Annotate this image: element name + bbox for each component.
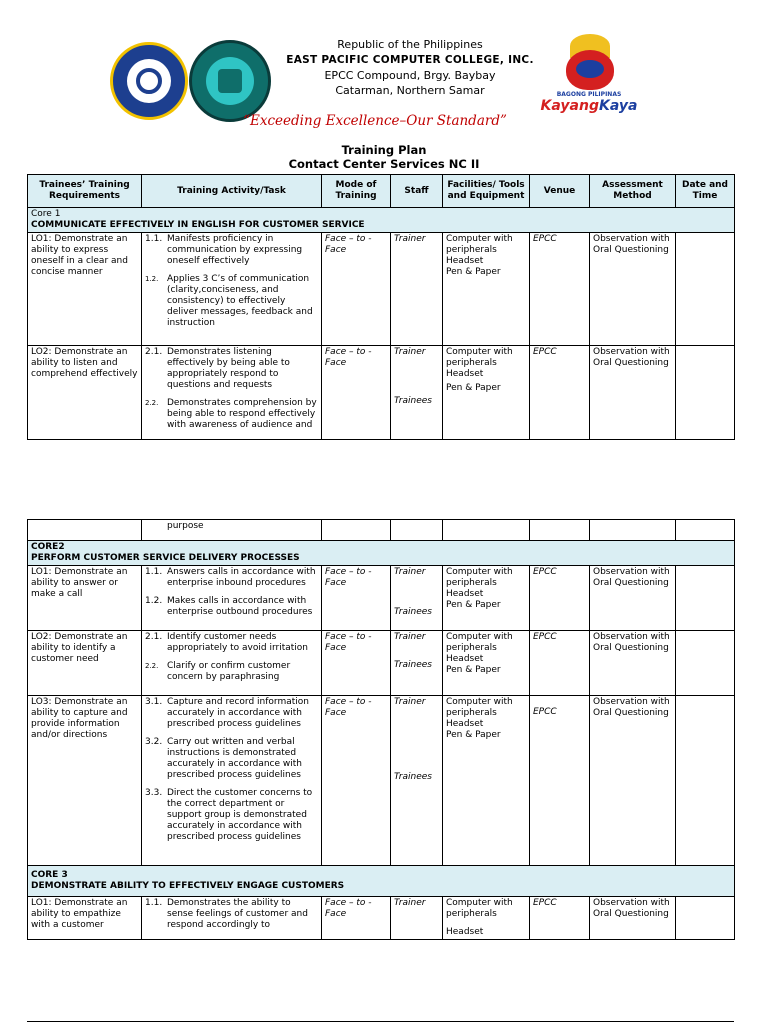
activity-number: 1.2. xyxy=(145,596,163,606)
core-heading-row xyxy=(28,541,735,566)
facility-item: Headset xyxy=(446,654,484,664)
activity-number: 1.2. xyxy=(145,275,159,283)
activity-text: Answers calls in accordance with enterprise inbound procedures xyxy=(167,567,316,588)
document-header xyxy=(0,0,768,140)
page-subtitle: Contact Center Services NC II xyxy=(288,157,480,171)
facility-item: Pen & Paper xyxy=(446,730,501,740)
facility-item: Computer with peripherals xyxy=(446,697,513,718)
assessment-cell: Observation with Oral Questioning xyxy=(590,897,676,940)
activity-item xyxy=(145,234,318,267)
col-header-activity: Training Activity/Task xyxy=(142,175,322,208)
core-heading-row xyxy=(28,208,735,233)
venue-cell: EPCC xyxy=(530,233,590,346)
assessment-cell: Observation with Oral Questioning xyxy=(590,233,676,346)
staff-trainer: Trainer xyxy=(394,567,426,577)
activity-cell xyxy=(142,696,322,866)
facilities-cell xyxy=(443,631,530,696)
lo-cell: LO2: Demonstrate an ability to identify a customer need xyxy=(28,631,142,696)
activity-number: 2.2. xyxy=(145,662,159,670)
facility-item: Headset xyxy=(446,589,484,599)
facility-item: Computer with peripherals xyxy=(446,567,513,588)
core-heading xyxy=(28,208,735,233)
facility-item: Computer with peripherals xyxy=(446,234,513,255)
activity-cell xyxy=(142,233,322,346)
continuation-word: purpose xyxy=(167,521,204,531)
activity-cell xyxy=(142,897,322,940)
activity-item xyxy=(145,567,318,589)
venue-cell xyxy=(530,696,590,866)
activity-text: Clarify or confirm customer concern by paraphrasing xyxy=(167,661,291,682)
activity-text: Makes calls in accordance with enterprise outbound procedures xyxy=(167,596,313,617)
facility-item: Headset xyxy=(446,927,484,937)
activity-text: Applies 3 C’s of communication (clarity,conciseness, and consistency) to effectively deliver messages, feedback and instruction xyxy=(167,274,313,328)
col-header-assessment: Assessment Method xyxy=(590,175,676,208)
page-title: Training Plan xyxy=(341,143,427,157)
facility-item: Computer with peripherals xyxy=(446,898,513,919)
lo-cell: LO1: Demonstrate an ability to empathize with a customer xyxy=(28,897,142,940)
continuation-text xyxy=(142,520,322,541)
core-label: CORE 3 xyxy=(31,870,68,880)
table-header-row xyxy=(28,175,735,208)
staff-cell xyxy=(391,696,443,866)
core-label: Core 1 xyxy=(31,209,61,219)
staff-trainees: Trainees xyxy=(394,396,432,406)
activity-item xyxy=(145,697,318,730)
training-plan-table-page2 xyxy=(27,519,735,940)
core-title: PERFORM CUSTOMER SERVICE DELIVERY PROCESSES xyxy=(31,553,300,563)
table-row xyxy=(28,696,735,866)
facility-item: Headset xyxy=(446,719,484,729)
staff-trainer: Trainer xyxy=(394,632,426,642)
activity-number: 3.1. xyxy=(145,697,163,707)
date-time-cell xyxy=(676,897,735,940)
activity-text: Capture and record information accurately in accordance with prescribed process guidelines xyxy=(167,697,309,729)
core-heading-row xyxy=(28,866,735,897)
activity-item xyxy=(145,632,318,654)
training-plan-table-page1 xyxy=(27,174,735,440)
staff-trainees: Trainees xyxy=(394,772,432,782)
core-title: COMMUNICATE EFFECTIVELY IN ENGLISH FOR CUSTOMER SERVICE xyxy=(31,220,365,230)
table-row xyxy=(28,566,735,631)
staff-trainees: Trainees xyxy=(394,660,432,670)
brand-part-1: Kayang xyxy=(540,98,599,114)
table-row xyxy=(28,897,735,940)
title-block xyxy=(0,143,768,171)
facilities-cell xyxy=(443,897,530,940)
table-row xyxy=(28,631,735,696)
activity-item xyxy=(145,788,318,843)
activity-text: Carry out written and verbal instructions is demonstrated accurately in accordance with prescribed process guidelines xyxy=(167,737,302,780)
core-title: DEMONSTRATE ABILITY TO EFFECTIVELY ENGAGE CUSTOMERS xyxy=(31,881,345,891)
activity-text: Direct the customer concerns to the correct department or support group is demonstrated accurately in accordance with prescribed process guidelines xyxy=(167,788,313,842)
date-time-cell xyxy=(676,346,735,440)
facilities-cell xyxy=(443,696,530,866)
assessment-cell: Observation with Oral Questioning xyxy=(590,346,676,440)
lo-cell: LO2: Demonstrate an ability to listen and comprehend effectively xyxy=(28,346,142,440)
core-heading xyxy=(28,866,735,897)
mode-cell: Face – to - Face xyxy=(322,696,391,866)
motto: “Exceeding Excellence–Our Standard” xyxy=(243,113,507,129)
activity-number: 1.1. xyxy=(145,898,163,908)
activity-item xyxy=(145,737,318,781)
core-label: CORE2 xyxy=(31,542,65,552)
col-header-venue: Venue xyxy=(530,175,590,208)
page-footer-rule xyxy=(27,1021,734,1022)
col-header-date-time: Date and Time xyxy=(676,175,735,208)
date-time-cell xyxy=(676,696,735,866)
facility-item: Computer with peripherals xyxy=(446,347,513,368)
venue-cell: EPCC xyxy=(530,897,590,940)
republic-text: Republic of the Philippines xyxy=(337,38,483,51)
activity-number: 2.2. xyxy=(145,399,159,407)
mode-cell: Face – to - Face xyxy=(322,346,391,440)
activity-text: Manifests proficiency in communication by expressing oneself effectively xyxy=(167,234,303,266)
venue-text: EPCC xyxy=(533,707,557,717)
activity-item xyxy=(145,596,318,618)
mode-cell: Face – to - Face xyxy=(322,233,391,346)
activity-text: Demonstrates the ability to sense feelings of customer and respond accordingly to xyxy=(167,898,308,930)
activity-text: Demonstrates comprehension by being able to respond effectively with awareness of audience and xyxy=(167,398,317,430)
facility-item: Pen & Paper xyxy=(446,665,501,675)
tesda-seal-logo xyxy=(110,42,188,120)
assessment-cell: Observation with Oral Questioning xyxy=(590,566,676,631)
lo-cell: LO3: Demonstrate an ability to capture and provide information and/or directions xyxy=(28,696,142,866)
core-heading xyxy=(28,541,735,566)
col-header-facilities: Facilities/ Tools and Equipment xyxy=(443,175,530,208)
activity-item xyxy=(145,398,318,431)
facilities-cell xyxy=(443,233,530,346)
activity-item xyxy=(145,274,318,329)
activity-item xyxy=(145,661,318,683)
activity-number: 1.1. xyxy=(145,567,163,577)
facility-item: Headset xyxy=(446,256,484,266)
facility-item: Headset xyxy=(446,369,484,379)
heart-flag-icon xyxy=(566,50,614,90)
facility-item: Computer with peripherals xyxy=(446,632,513,653)
activity-number: 1.1. xyxy=(145,234,163,244)
activity-cell xyxy=(142,566,322,631)
assessment-cell: Observation with Oral Questioning xyxy=(590,696,676,866)
activity-number: 3.2. xyxy=(145,737,163,747)
date-time-cell xyxy=(676,233,735,346)
continuation-row xyxy=(28,520,735,541)
staff-cell xyxy=(391,566,443,631)
activity-text: Identify customer needs appropriately to avoid irritation xyxy=(167,632,308,653)
epcc-college-seal-logo xyxy=(189,40,271,122)
facilities-cell xyxy=(443,566,530,631)
facility-item: Pen & Paper xyxy=(446,383,501,393)
staff-cell: Trainer xyxy=(391,897,443,940)
venue-cell: EPCC xyxy=(530,631,590,696)
assessment-cell: Observation with Oral Questioning xyxy=(590,631,676,696)
staff-cell xyxy=(391,346,443,440)
mode-cell: Face – to - Face xyxy=(322,897,391,940)
brand-part-2: Kaya xyxy=(598,98,638,114)
college-name: EAST PACIFIC COMPUTER COLLEGE, INC. xyxy=(286,54,534,66)
lo-cell: LO1: Demonstrate an ability to answer or make a call xyxy=(28,566,142,631)
address-line-1: EPCC Compound, Brgy. Baybay xyxy=(324,69,496,82)
kayang-kaya-text xyxy=(528,98,650,114)
staff-trainer: Trainer xyxy=(394,697,426,707)
date-time-cell xyxy=(676,631,735,696)
activity-number: 2.1. xyxy=(145,347,163,357)
mode-cell: Face – to - Face xyxy=(322,566,391,631)
activity-cell xyxy=(142,346,322,440)
activity-item xyxy=(145,898,318,931)
col-header-mode: Mode of Training xyxy=(322,175,391,208)
activity-cell xyxy=(142,631,322,696)
date-time-cell xyxy=(676,566,735,631)
address-line-2: Catarman, Northern Samar xyxy=(335,84,485,97)
activity-text: Demonstrates listening effectively by being able to appropriately respond to questions and requests xyxy=(167,347,290,390)
staff-trainer: Trainer xyxy=(394,347,426,357)
venue-cell: EPCC xyxy=(530,346,590,440)
bagong-pilipinas-kayang-kaya-logo xyxy=(528,30,650,122)
facility-item: Pen & Paper xyxy=(446,267,501,277)
activity-item xyxy=(145,347,318,391)
facility-item: Pen & Paper xyxy=(446,600,501,610)
activity-number: 2.1. xyxy=(145,632,163,642)
staff-cell: Trainer xyxy=(391,233,443,346)
staff-trainees: Trainees xyxy=(394,607,432,617)
activity-number: 3.3. xyxy=(145,788,163,798)
facilities-cell xyxy=(443,346,530,440)
institution-block xyxy=(270,38,550,98)
table-row xyxy=(28,346,735,440)
table-row xyxy=(28,233,735,346)
staff-cell xyxy=(391,631,443,696)
col-header-requirements: Trainees’ Training Requirements xyxy=(28,175,142,208)
venue-cell: EPCC xyxy=(530,566,590,631)
lo-cell: LO1: Demonstrate an ability to express oneself in a clear and concise manner xyxy=(28,233,142,346)
mode-cell: Face – to - Face xyxy=(322,631,391,696)
bagong-pilipinas-text: BAGONG PILIPINAS xyxy=(556,91,622,98)
col-header-staff: Staff xyxy=(391,175,443,208)
